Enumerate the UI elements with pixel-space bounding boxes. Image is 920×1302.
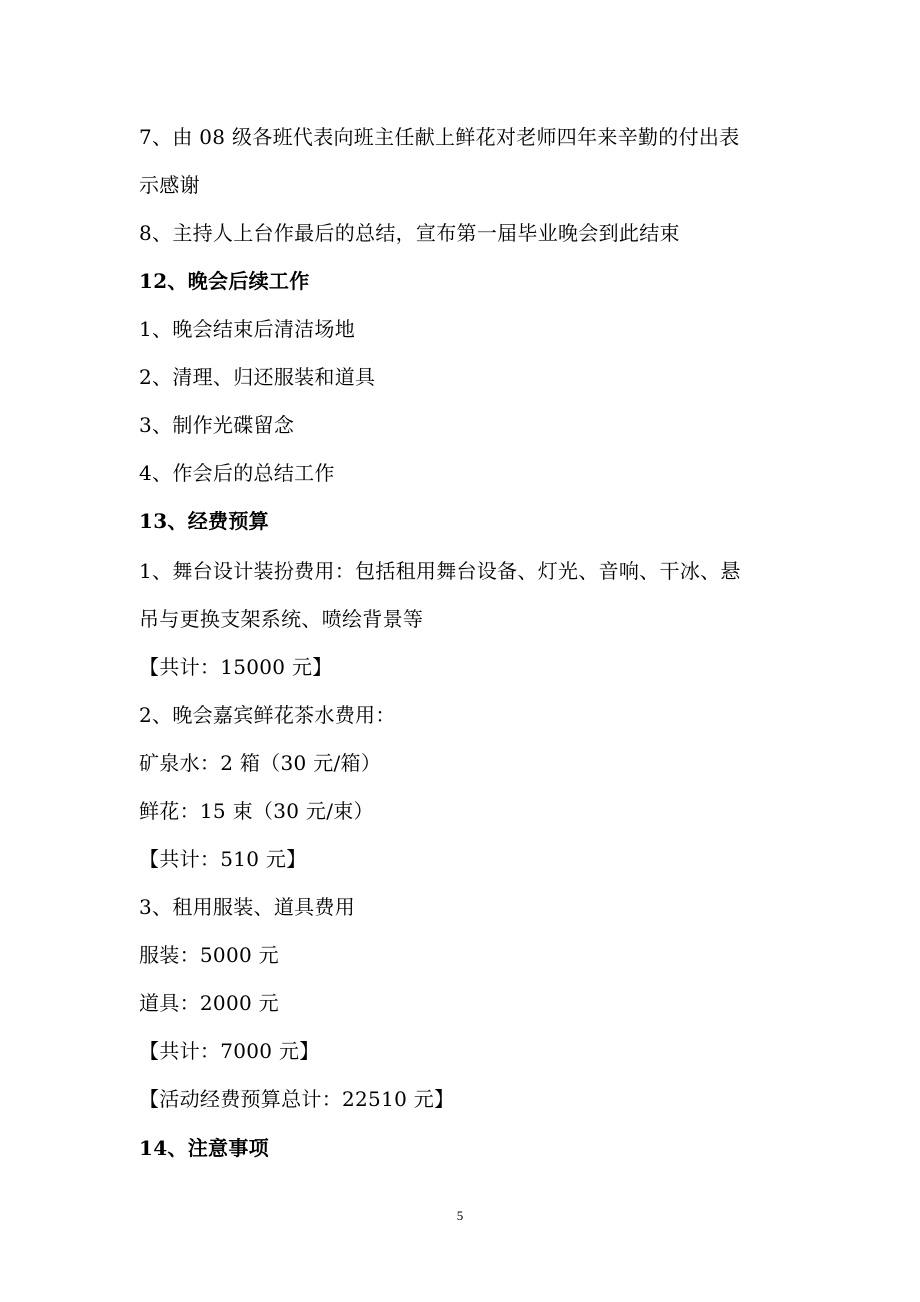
list-item: 3、制作光碟留念 bbox=[139, 413, 295, 437]
subtotal-line: 【共计：7000 元】 bbox=[139, 1039, 320, 1063]
grand-total-line: 【活动经费预算总计：22510 元】 bbox=[139, 1087, 455, 1111]
list-item: 1、晚会结束后清洁场地 bbox=[139, 317, 356, 341]
section-heading: 12、晚会后续工作 bbox=[139, 269, 310, 293]
list-item: 1、舞台设计装扮费用：包括租用舞台设备、灯光、音响、干冰、悬 bbox=[139, 559, 741, 583]
paragraph-line: 吊与更换支架系统、喷绘背景等 bbox=[139, 607, 424, 631]
expense-line: 服装：5000 元 bbox=[139, 943, 279, 967]
list-item: 2、清理、归还服装和道具 bbox=[139, 365, 376, 389]
subtotal-line: 【共计：15000 元】 bbox=[139, 655, 333, 679]
paragraph-line: 7、由 08 级各班代表向班主任献上鲜花对老师四年来辛勤的付出表 bbox=[139, 125, 740, 149]
expense-line: 道具：2000 元 bbox=[139, 991, 279, 1015]
list-item: 2、晚会嘉宾鲜花茶水费用： bbox=[139, 703, 396, 727]
expense-line: 矿泉水：2 箱（30 元/箱） bbox=[139, 751, 382, 775]
page-number: 5 bbox=[456, 1208, 464, 1223]
subtotal-line: 【共计：510 元】 bbox=[139, 847, 307, 871]
paragraph-line: 8、主持人上台作最后的总结，宣布第一届毕业晚会到此结束 bbox=[139, 221, 680, 245]
section-heading: 13、经费预算 bbox=[139, 509, 269, 533]
paragraph-line: 示感谢 bbox=[139, 173, 200, 197]
list-item: 4、作会后的总结工作 bbox=[139, 461, 335, 485]
section-heading: 14、注意事项 bbox=[139, 1136, 269, 1160]
expense-line: 鲜花：15 束（30 元/束） bbox=[139, 799, 374, 823]
list-item: 3、租用服装、道具费用 bbox=[139, 895, 356, 919]
